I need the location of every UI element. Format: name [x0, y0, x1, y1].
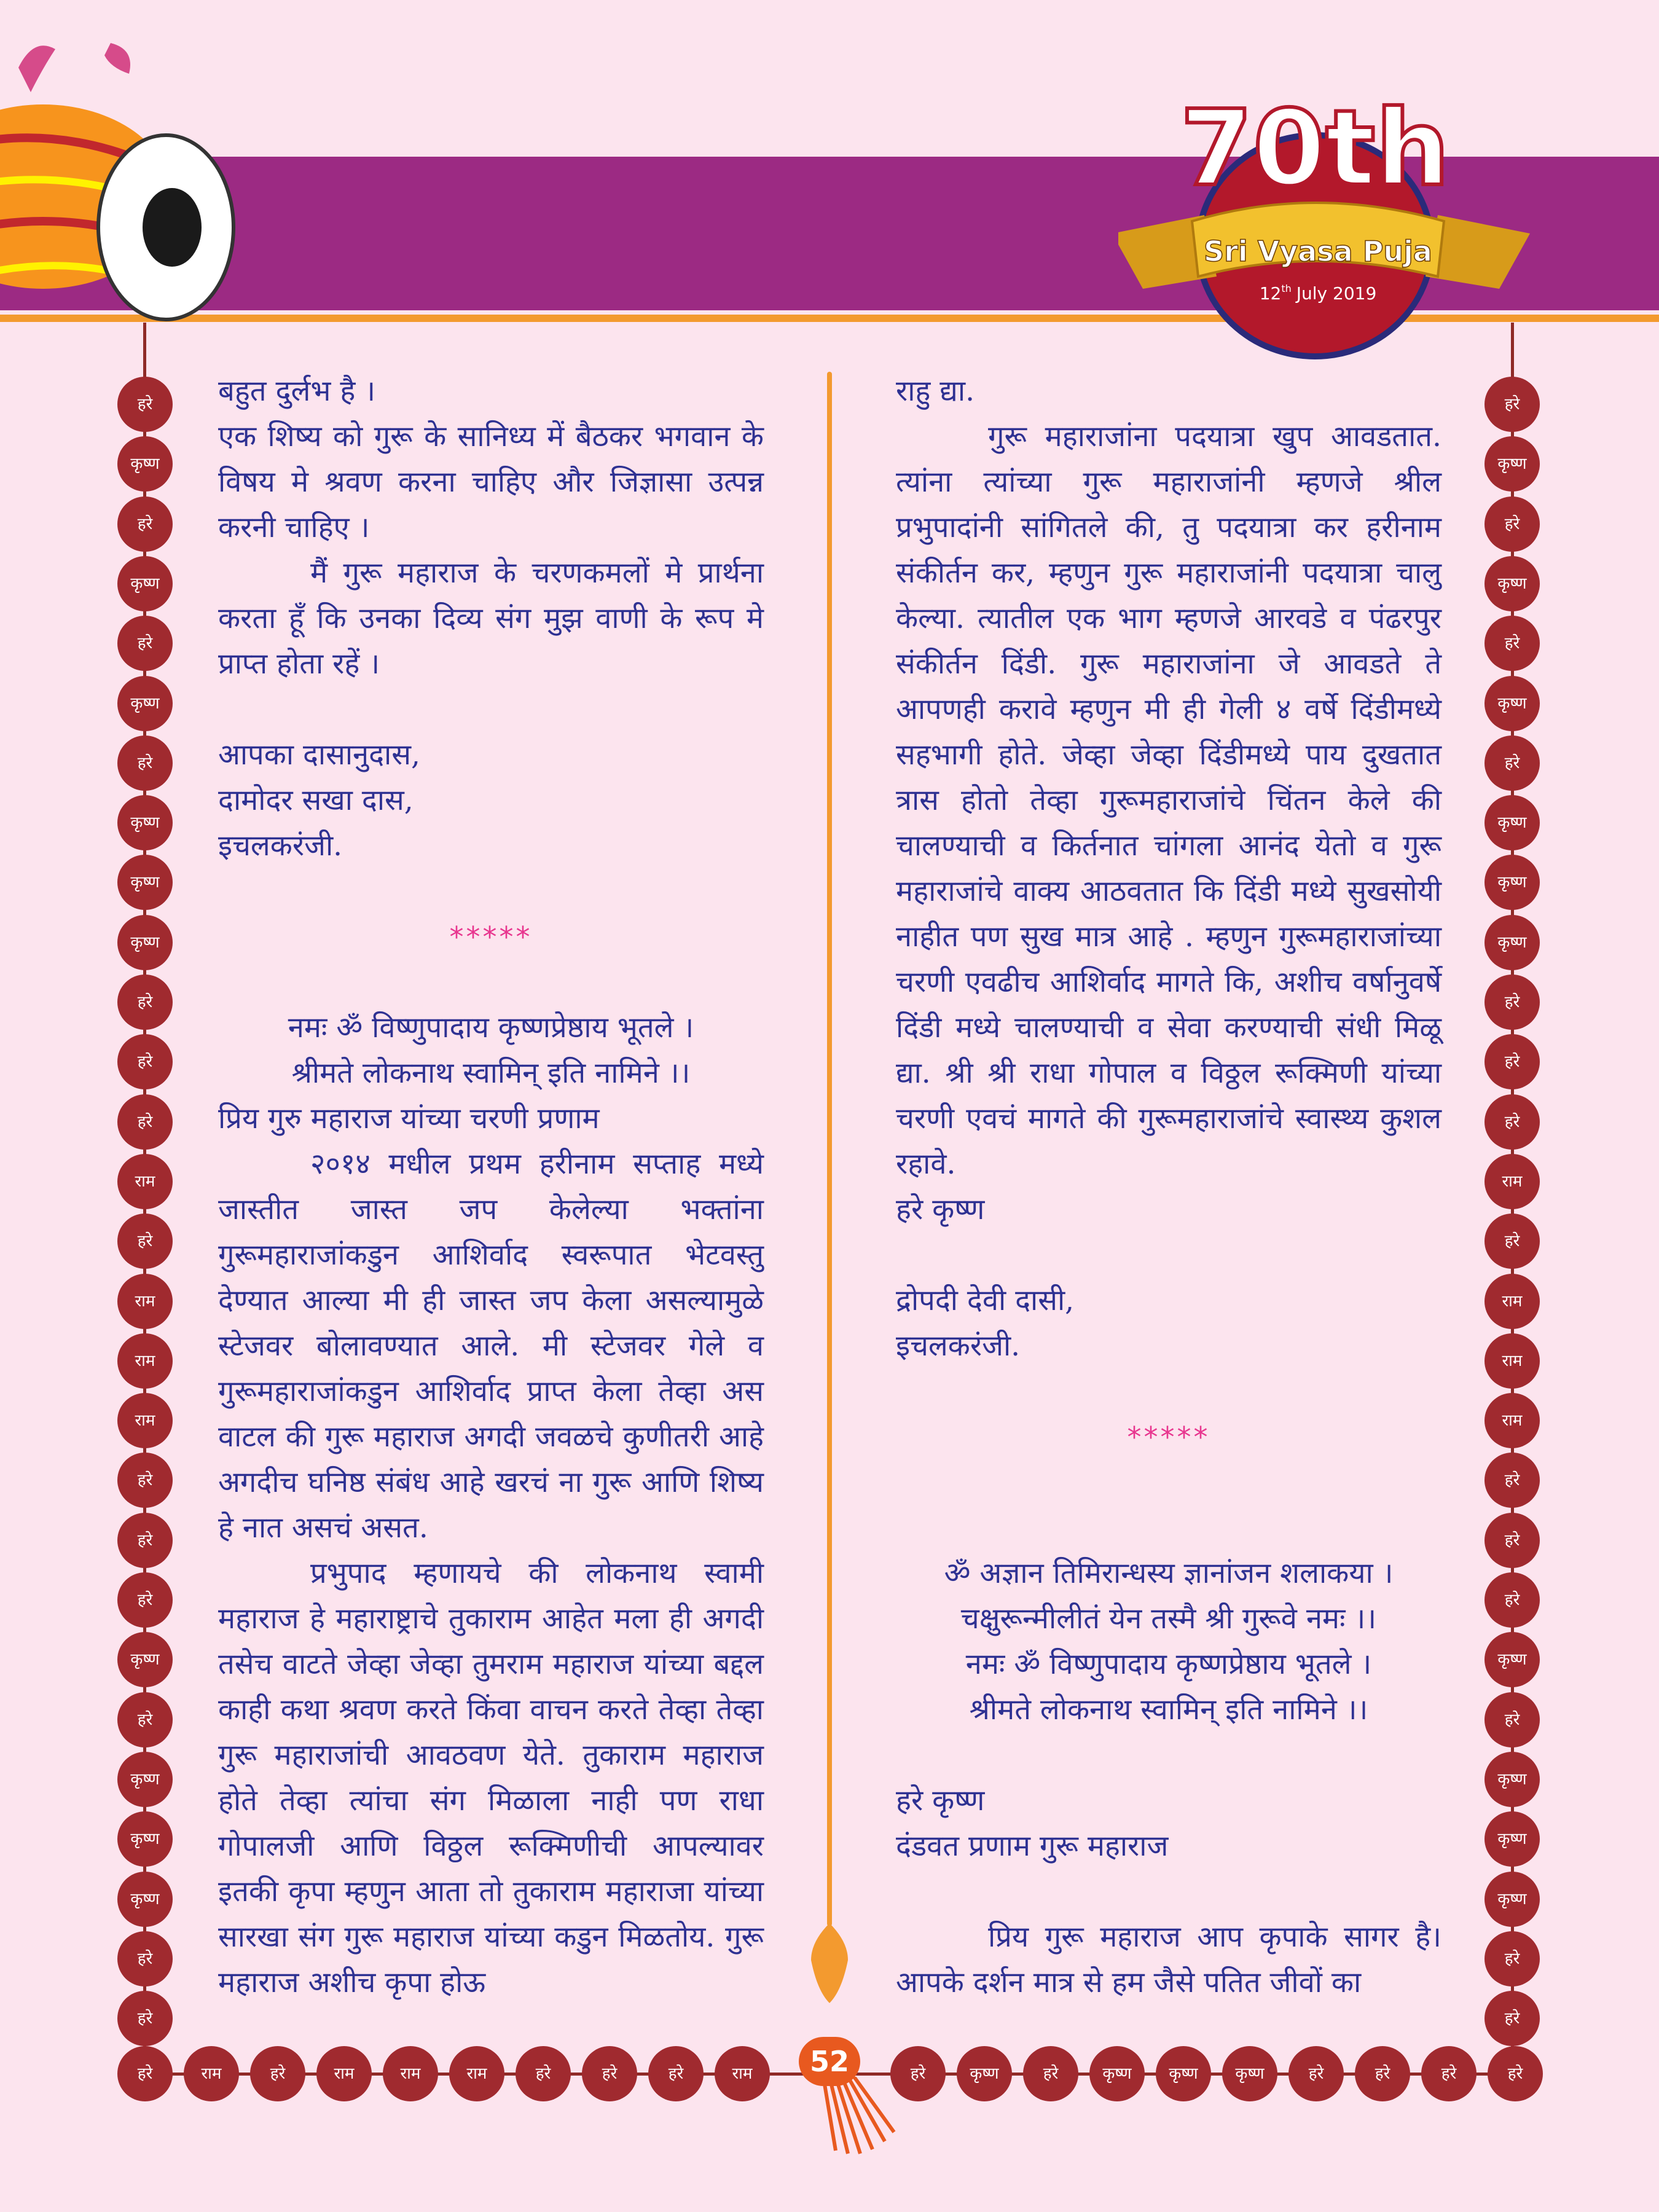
bead-left: कृष्ण: [117, 556, 173, 611]
bead-bottom: राम: [383, 2046, 438, 2101]
left-column: [218, 369, 764, 2006]
right-separator-stars: *****: [1127, 1421, 1210, 1454]
bead-right: हरे: [1484, 1692, 1540, 1747]
bead-right: हरे: [1484, 1094, 1540, 1150]
bead-left: हरे: [117, 377, 173, 432]
bead-bottom: कृष्ण: [1089, 2046, 1145, 2101]
bead-bottom: हरे: [1421, 2046, 1477, 2101]
bead-left: राम: [117, 1154, 173, 1209]
bead-right: राम: [1484, 1274, 1540, 1329]
bead-bottom: राम: [184, 2046, 239, 2101]
bead-left: हरे: [117, 1513, 173, 1568]
bead-right: कृष्ण: [1484, 855, 1540, 910]
bead-left: हरे: [117, 1572, 173, 1628]
left-signature-line-2: दामोदर सखा दास,: [218, 783, 414, 817]
bead-right: हरे: [1484, 1034, 1540, 1089]
right-mantra-line-2: चक्षुरून्मीलीतं येन तस्मै श्री गुरूवे नमः ।।: [960, 1602, 1377, 1636]
right-mantra-line-3: नमः ॐ विष्णुपादाय कृष्णप्रेष्ठाय भूतले ।: [965, 1647, 1372, 1681]
bead-left: राम: [117, 1333, 173, 1389]
right-column: [896, 369, 1441, 2006]
bead-left: हरे: [117, 496, 173, 552]
bead-left: कृष्ण: [117, 855, 173, 910]
left-paragraph-2: एक शिष्य को गुरू के सानिध्य में बैठकर भगवान के विषय मे श्रवण करना चाहिए और जिज्ञासा उत्पन्न करनी चाहिए ।: [218, 420, 764, 544]
left-paragraph-1: बहुत दुर्लभ है ।: [218, 374, 376, 408]
badge-number: 70th: [1180, 92, 1450, 210]
left-paragraph-5: प्रभुपाद म्हणायचे की लोकनाथ स्वामी महाराज हे महाराष्ट्राचे तुकाराम आहेत मला ही अगदी तसेच वाटते जेव्हा जेव्हा तुमराम महाराज यांच्या बद्दल काही कथा श्रवण करते किंवा वाचन करते तेव्हा तेव्हा गुरू महाराजांची आवठवण येते. तुकाराम महाराज होते तेव्हा त्यांचा संग मिळाला नाही पण राधा गोपालजी आणि विठ्ठल रूक्मिणीची आपल्यावर इतकी कृपा म्हणुन आता तो तुकाराम महाराजा यांच्या सारखा संग गुरू महाराज यांच्या कडुन मिळतोय. गुरू महाराज अशीच कृपा होऊ: [218, 1556, 764, 1999]
badge-date: [1260, 283, 1377, 304]
bead-bottom: राम: [316, 2046, 372, 2101]
bead-right: हरे: [1484, 975, 1540, 1030]
bead-left: कृष्ण: [117, 1811, 173, 1867]
bead-left: राम: [117, 1393, 173, 1448]
left-paragraph-3: मैं गुरू महाराज के चरणकमलों मे प्रार्थना करता हूँ कि उनका दिव्य संग मुझ वाणी के रूप मे प्राप्त होता रहें ।: [218, 556, 764, 681]
bead-right: हरे: [1484, 1931, 1540, 1986]
bead-right: हरे: [1484, 1453, 1540, 1508]
right-mantra-line-1: ॐ अज्ञान तिमिरान्धस्य ज्ञानांजन शलाकया ।: [944, 1556, 1394, 1590]
bead-right: हरे: [1484, 377, 1540, 432]
left-paragraph-4: २०१४ मधील प्रथम हरीनाम सप्ताह मध्ये जास्तीत जास्त जप केलेल्या भक्तांना गुरूमहाराजांकडुन आशिर्वाद स्वरूपात भेटवस्तु देण्यात आल्या मी ही जास्त जप केला असल्यामुळे स्टेजवर बोलावण्यात आले. मी स्टेजवर गेले व गुरूमहाराजांकडुन आशिर्वाद प्राप्त केला तेव्हा अस वाटल की गुरू महाराज अगदी जवळचे कुणीतरी आहे अगदीच घनिष्ठ संबंध आहे खरचं ना गुरू आणि शिष्य हे नात असचं असत.: [218, 1147, 764, 1545]
bead-bottom: हरे: [1023, 2046, 1078, 2101]
right-signature-line-2: इचलकरंजी.: [896, 1329, 1021, 1363]
left-signature-line-3: इचलकरंजी.: [218, 829, 343, 863]
bead-right: राम: [1484, 1393, 1540, 1448]
bead-left: कृष्ण: [117, 795, 173, 850]
right-paragraph-2: गुरू महाराजांना पदयात्रा खुप आवडतात. त्यांना त्यांच्या गुरू महाराजांनी म्हणजे श्रील प्रभुपादांनी सांगितले की, तु पदयात्रा कर हरीनाम संकीर्तन कर, म्हणुन गुरू महाराजांनी पदयात्रा चालु केल्या. त्यातील एक भाग म्हणजे आरवडे व पंढरपुर संकीर्तन दिंडी. गुरू महाराजांना जे आवडते ते आपणही करावे म्हणुन मी ही गेली ४ वर्षे दिंडीमध्ये सहभागी होते. जेव्हा जेव्हा दिंडीमध्ये पाय दुखतात त्रास होतो तेव्हा गुरूमहाराजांचे चिंतन केले की चालण्याची व किर्तनात चांगला आनंद येतो व गुरू महाराजांचे वाक्य आठवतात कि दिंडी मध्ये सुखसोयी नाहीत पण सुख मात्र आहे . म्हणुन गुरूमहाराजांच्या चरणी एवढीच आशिर्वाद मागते कि, अशीच वर्षानुवर्षे दिंडी मध्ये चालण्याची व सेवा करण्याची संधी मिळू द्या. श्री श्री राधा गोपाल व विठ्ठल रूक्मिणी यांच्या चरणी एवचं मागते की गुरूमहाराजांचे स्वास्थ्य कुशल रहावे.: [896, 420, 1441, 1181]
bead-left: कृष्ण: [117, 436, 173, 492]
badge-date-day: 12: [1259, 283, 1282, 304]
bead-right: कृष्ण: [1484, 1811, 1540, 1867]
bead-right: हरे: [1484, 735, 1540, 791]
bead-left: हरे: [117, 1094, 173, 1150]
page-number: 52: [799, 2037, 860, 2086]
bead-right: कृष्ण: [1484, 1872, 1540, 1927]
bead-right: हरे: [1484, 496, 1540, 552]
bead-left: कृष्ण: [117, 1752, 173, 1807]
badge-date-rest: July 2019: [1296, 283, 1377, 304]
bead-right: राम: [1484, 1333, 1540, 1389]
bead-left: कृष्ण: [117, 1632, 173, 1687]
bead-bottom: हरे: [1288, 2046, 1344, 2101]
right-paragraph-1: राहु द्या.: [896, 374, 975, 408]
badge-title: Sri Vyasa Puja: [1204, 235, 1432, 268]
vyasa-puja-badge: [1118, 92, 1536, 375]
bead-bottom: हरे: [250, 2046, 305, 2101]
bead-right: हरे: [1484, 1572, 1540, 1628]
bead-bottom: राम: [715, 2046, 770, 2101]
tassel-icon: [811, 2077, 897, 2157]
left-mantra-line-2: श्रीमते लोकनाथ स्वामिन् इति नामिने ।।: [291, 1056, 691, 1090]
bead-right: कृष्ण: [1484, 436, 1540, 492]
bead-left: हरे: [117, 735, 173, 791]
bead-bottom: कृष्ण: [1156, 2046, 1211, 2101]
right-signature-line-1: द्रोपदी देवी दासी,: [896, 1284, 1075, 1317]
bead-right: हरे: [1484, 1513, 1540, 1568]
left-separator-stars: *****: [449, 920, 533, 954]
bead-bottom: हरे: [582, 2046, 637, 2101]
bead-right: कृष्ण: [1484, 1632, 1540, 1687]
bead-left: कृष्ण: [117, 676, 173, 731]
column-divider: [827, 372, 832, 1926]
bead-left: हरे: [117, 1453, 173, 1508]
bead-bottom: हरे: [1355, 2046, 1410, 2101]
bead-right: राम: [1484, 1154, 1540, 1209]
bead-right: कृष्ण: [1484, 795, 1540, 850]
bead-bottom: कृष्ण: [1222, 2046, 1277, 2101]
bead-bottom: कृष्ण: [957, 2046, 1012, 2101]
left-mantra-line-1: नमः ॐ विष्णुपादाय कृष्णप्रेष्ठाय भूतले ।: [288, 1011, 694, 1045]
bead-left: हरे: [117, 1931, 173, 1986]
bead-right: कृष्ण: [1484, 915, 1540, 970]
bead-left: हरे: [117, 1692, 173, 1747]
left-signature-line-1: आपका दासानुदास,: [218, 738, 420, 772]
bead-bottom: हरे: [648, 2046, 704, 2101]
bead-left: हरे: [117, 1214, 173, 1269]
bead-bottom: हरे: [890, 2046, 946, 2101]
bead-bottom: हरे: [1488, 2046, 1543, 2101]
bead-left: हरे: [117, 1991, 173, 2046]
bead-right: हरे: [1484, 1991, 1540, 2046]
right-mantra-line-4: श्रीमते लोकनाथ स्वामिन् इति नामिने ।।: [969, 1693, 1368, 1727]
bead-right: हरे: [1484, 616, 1540, 671]
bead-right: हरे: [1484, 1214, 1540, 1269]
bead-left: कृष्ण: [117, 915, 173, 970]
bead-left: हरे: [117, 1034, 173, 1089]
bead-right: कृष्ण: [1484, 1752, 1540, 1807]
bead-bottom: राम: [449, 2046, 504, 2101]
bead-left: हरे: [117, 975, 173, 1030]
right-greeting-line-1: हरे कृष्ण: [896, 1784, 985, 1818]
bead-left: राम: [117, 1274, 173, 1329]
bead-left: कृष्ण: [117, 1872, 173, 1927]
bead-bottom: हरे: [516, 2046, 571, 2101]
left-salutation: प्रिय गुरु महाराज यांच्या चरणी प्रणाम: [218, 1102, 600, 1135]
bead-bottom: हरे: [117, 2046, 173, 2101]
right-paragraph-4: प्रिय गुरू महाराज आप कृपाके सागर है। आपके दर्शन मात्र से हम जैसे पतित जीवों का: [896, 1920, 1441, 1999]
bead-right: कृष्ण: [1484, 676, 1540, 731]
right-greeting-line-2: दंडवत प्रणाम गुरू महाराज: [896, 1829, 1169, 1863]
right-paragraph-3: हरे कृष्ण: [896, 1193, 985, 1226]
drop-ornament-icon: [805, 1923, 854, 2003]
bead-left: हरे: [117, 616, 173, 671]
bead-right: कृष्ण: [1484, 556, 1540, 611]
mridanga-drum-icon: [0, 43, 270, 332]
badge-date-suffix: th: [1281, 283, 1292, 294]
